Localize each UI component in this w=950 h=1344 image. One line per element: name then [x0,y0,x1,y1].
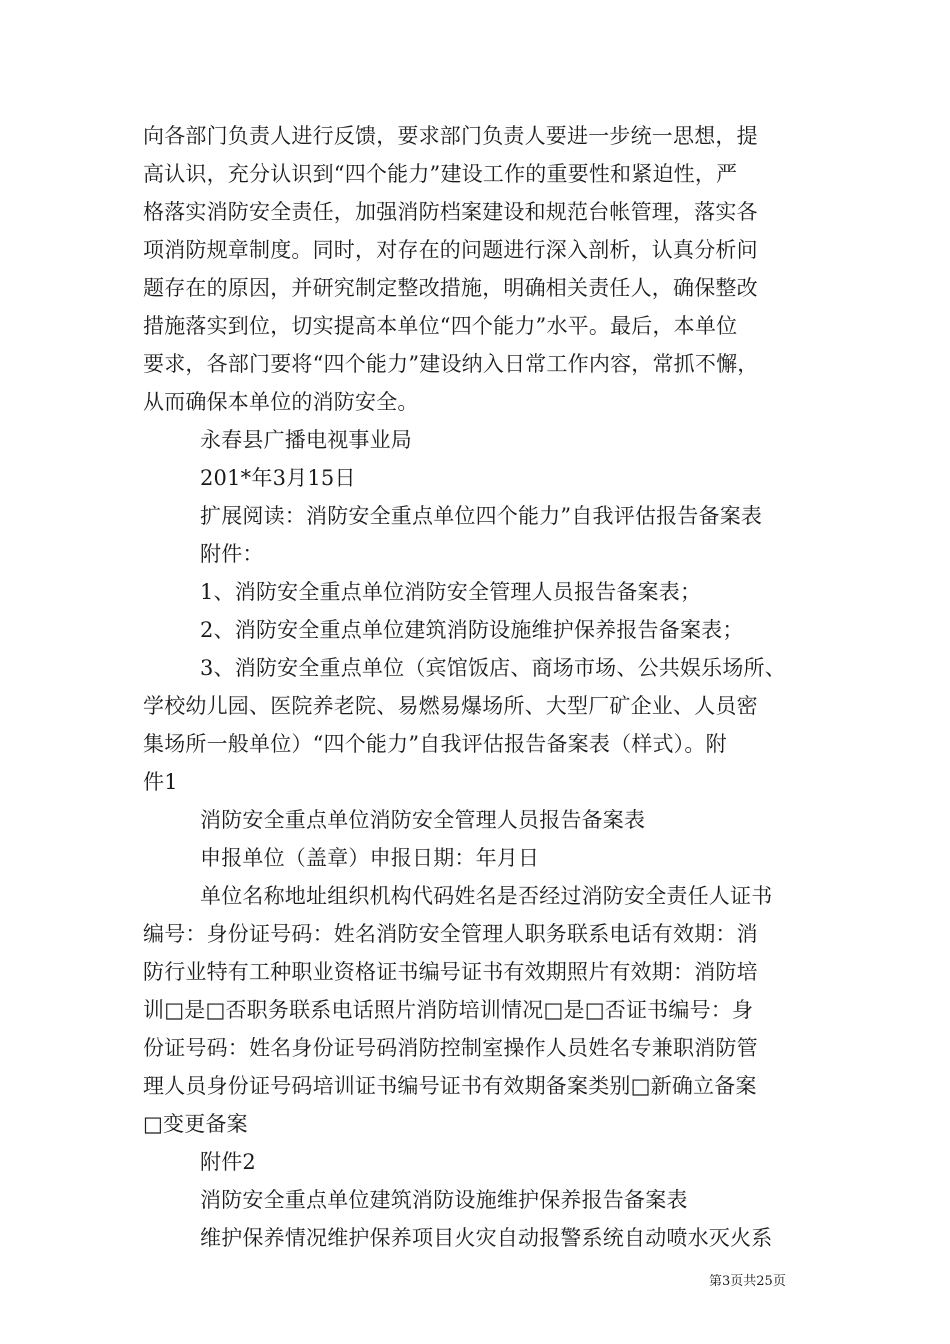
body-line: 学校幼儿园、医院养老院、易燃易爆场所、大型厂矿企业、人员密 [143,694,758,718]
form-fields-line: 份证号码：姓名身份证号码消防控制室操作人员姓名专兼职消防管 [143,1036,758,1060]
form-header-line: 申报单位（盖章）申报日期：年月日 [200,846,540,870]
form-title: 消防安全重点单位消防安全管理人员报告备案表 [200,808,646,832]
form-fields-line: 防行业特有工种职业资格证书编号证书有效期照片有效期：消防培 [143,960,758,984]
body-line: 要求，各部门要将“四个能力”建设纳入日常工作内容，常抓不懈， [143,352,759,376]
attachment-item: 2、消防安全重点单位建筑消防设施维护保养报告备案表； [200,618,744,642]
body-line: 措施落实到位，切实提高本单位“四个能力”水平。最后，本单位 [143,314,738,338]
attachment-item: 3、消防安全重点单位（宾馆饭店、商场市场、公共娱乐场所、 [200,656,786,680]
attachment-label: 附件2 [200,1150,256,1174]
form-fields-line: 单位名称地址组织机构代码姓名是否经过消防安全责任人证书 [200,884,773,908]
page-number-footer: 第3页共25页 [709,1274,786,1289]
body-line: 高认识，充分认识到“四个能力”建设工作的重要性和紧迫性，严 [143,162,738,186]
body-line: 题存在的原因，并研究制定整改措施，明确相关责任人，确保整改 [143,276,758,300]
form-fields-line: 训□是□否职务联系电话照片消防培训情况□是□否证书编号：身 [143,998,754,1022]
signature-date: 201*年3月15日 [200,466,356,490]
body-line: 格落实消防安全责任，加强消防档案建设和规范台帐管理，落实各 [143,200,758,224]
body-line: 集场所一般单位）“四个能力”自我评估报告备案表（样式）。附 [143,732,727,756]
form-title: 消防安全重点单位建筑消防设施维护保养报告备案表 [200,1188,688,1212]
body-line: 件1 [143,770,178,794]
body-line: 从而确保本单位的消防安全。 [143,390,419,414]
form-fields-line: 维护保养情况维护保养项目火灾自动报警系统自动喷水灭火系 [200,1226,773,1250]
body-line: 项消防规章制度。同时，对存在的问题进行深入剖析，认真分析问 [143,238,758,262]
attachments-heading: 附件： [200,542,264,566]
signature-organization: 永春县广播电视事业局 [200,428,412,452]
body-line: 向各部门负责人进行反馈，要求部门负责人要进一步统一思想，提 [143,124,758,148]
form-fields-line: □变更备案 [143,1112,248,1136]
extended-reading-title: 扩展阅读：消防安全重点单位四个能力”自我评估报告备案表 [200,504,763,528]
form-fields-line: 编号：身份证号码：姓名消防安全管理人职务联系电话有效期：消 [143,922,758,946]
attachment-item: 1、消防安全重点单位消防安全管理人员报告备案表； [200,580,702,604]
form-fields-line: 理人员身份证号码培训证书编号证书有效期备案类别□新确立备案 [143,1074,757,1098]
